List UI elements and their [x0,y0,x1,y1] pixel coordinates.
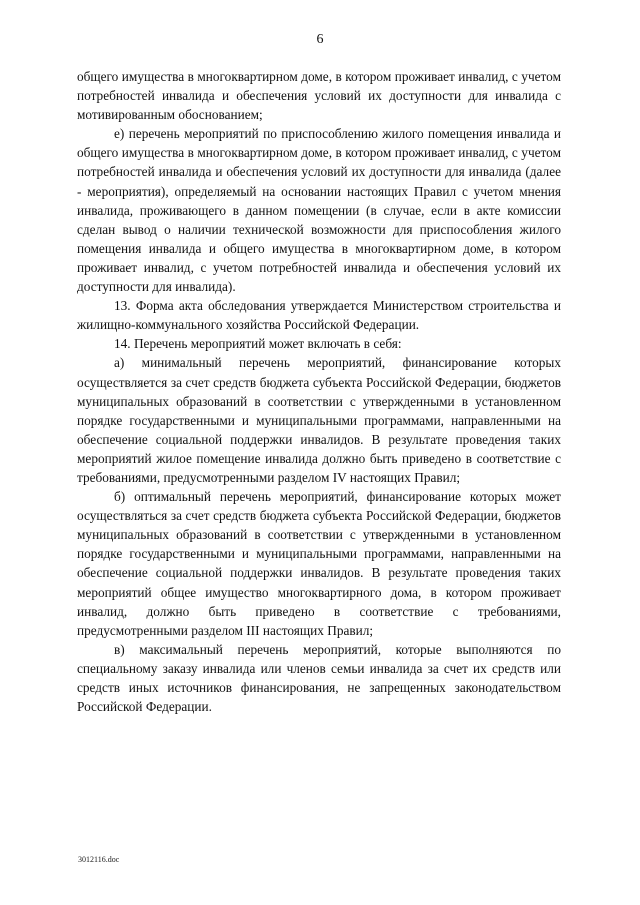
document-body [77,67,561,716]
paragraph-continuation: общего имущества в многоквартирном доме, в котором проживает инвалид, с учетом потребностей инвалида и обеспечения условий их доступности для инвалида с мотивированным обоснованием; [77,69,561,123]
paragraph-item-b: б) оптимальный перечень мероприятий, финансирование которых может осуществляться за счет средств бюджета субъекта Российской Федерации, бюджетов муниципальных образований в соответствии с утвержденными в установленном порядке государственными и муниципальными программами, направленными на обеспечение социальной поддержки инвалидов. В результате проведения таких мероприятий общее имущество многоквартирного дома, в котором проживает инвалид, должно быть приведено в соответствие с требованиями, предусмотренными разделом III настоящих Правил; [77,489,561,638]
paragraph-13: 13. Форма акта обследования утверждается Министерством строительства и жилищно-коммунального хозяйства Российской Федерации. [77,298,561,333]
paragraph-item-a: а) минимальный перечень мероприятий, финансирование которых осуществляется за счет средств бюджета субъекта Российской Федерации, бюджетов муниципальных образований в соответствии с утвержденными в установленном порядке государственными и муниципальными программами, направленными на обеспечение социальной поддержки инвалидов. В результате проведения таких мероприятий жилое помещение инвалида должно быть приведено в соответствие с требованиями, предусмотренными разделом IV настоящих Правил; [77,355,561,485]
page-number: 6 [316,32,324,47]
document-filename-footer: 3012116.doc [78,855,120,864]
paragraph-item-e: е) перечень мероприятий по приспособлению жилого помещения инвалида и общего имущества в многоквартирном доме, в котором проживает инвалид, с учетом потребностей инвалида и обеспечения условий их доступности для инвалида (далее - мероприятия), определяемый на основании настоящих Правил с учетом мнения инвалида, проживающего в данном помещении (в случае, если в акте комиссии сделан вывод о наличии технической возможности для приспособления жилого помещения инвалида и общего имущества в многоквартирном доме, в котором проживает инвалид, с учетом потребностей инвалида и обеспечения условий их доступности для инвалида). [77,126,561,295]
paragraph-item-v: в) максимальный перечень мероприятий, которые выполняются по специальному заказу инвалида или членов семьи инвалида за счет их средств или средств иных источников финансирования, не запрещенных законодательством Российской Федерации. [77,641,561,715]
paragraph-14: 14. Перечень мероприятий может включать в себя: [114,336,402,352]
